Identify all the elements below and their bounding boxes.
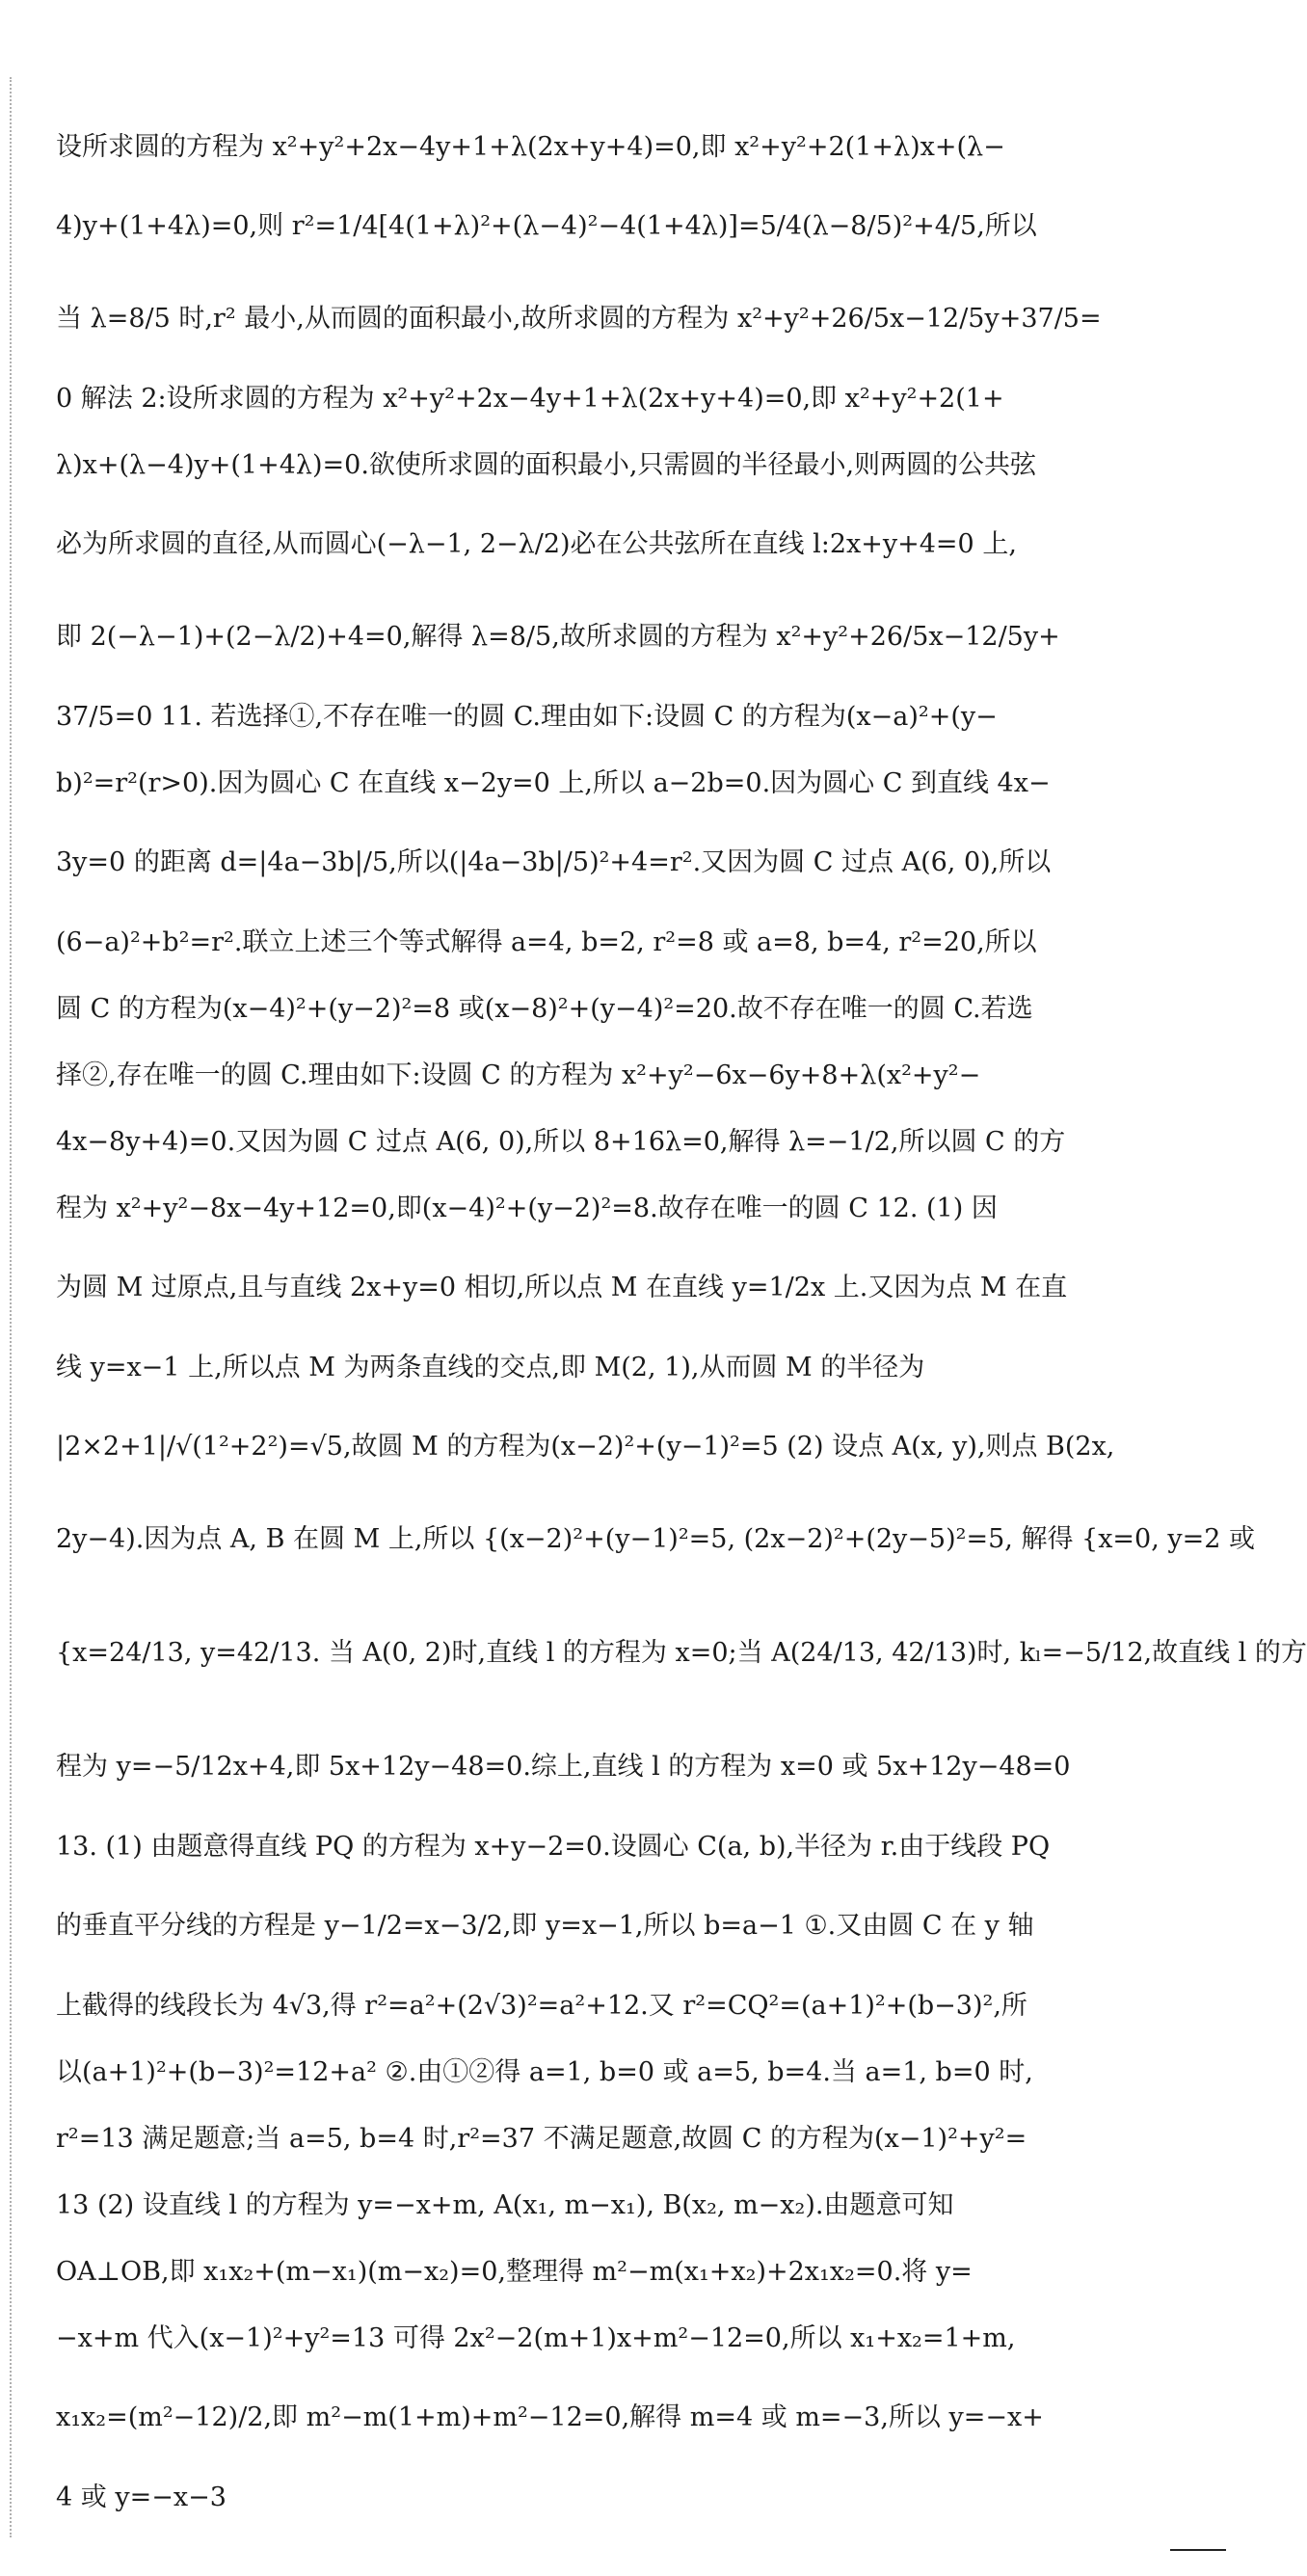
text-line: b)²=r²(r>0).因为圆心 C 在直线 x−2y=0 上,所以 a−2b=0.因为圆心 C 到直线 4x− xyxy=(56,768,1051,798)
text-line: 13. (1) 由题意得直线 PQ 的方程为 x+y−2=0.设圆心 C(a, b),半径为 r.由于线段 PQ xyxy=(56,1832,1051,1862)
text-line: 2y−4).因为点 A, B 在圆 M 上,所以 {(x−2)²+(y−1)²=5, (2x−2)²+(2y−5)²=5, 解得 {x=0, y=2 或 xyxy=(56,1524,1256,1554)
text-line: 4)y+(1+4λ)=0,则 r²=1/4[4(1+λ)²+(λ−4)²−4(1+4λ)]=5/4(λ−8/5)²+4/5,所以 xyxy=(56,211,1037,241)
solution-text xyxy=(56,114,1307,2531)
text-line: 为圆 M 过原点,且与直线 2x+y=0 相切,所以点 M 在直线 y=1/2x 上.又因为点 M 在直 xyxy=(56,1273,1068,1302)
text-line: 圆 C 的方程为(x−4)²+(y−2)²=8 或(x−8)²+(y−4)²=20.故不存在唯一的圆 C.若选 xyxy=(56,994,1033,1024)
text-line: 必为所求圆的直径,从而圆心(−λ−1, 2−λ/2)必在公共弦所在直线 l:2x+y+4=0 上, xyxy=(56,529,1017,559)
margin-dotted-rule xyxy=(10,77,12,2537)
text-line: λ)x+(λ−4)y+(1+4λ)=0.欲使所求圆的面积最小,只需圆的半径最小,则两圆的公共弦 xyxy=(56,450,1037,480)
text-line: 择②,存在唯一的圆 C.理由如下:设圆 C 的方程为 x²+y²−6x−6y+8+λ(x²+y²− xyxy=(56,1060,981,1090)
text-line: 线 y=x−1 上,所以点 M 为两条直线的交点,即 M(2, 1),从而圆 M 的半径为 xyxy=(56,1353,925,1382)
text-line: 当 λ=8/5 时,r² 最小,从而圆的面积最小,故所求圆的方程为 x²+y²+26/5x−12/5y+37/5= xyxy=(56,304,1102,334)
footer-rule xyxy=(1170,2549,1226,2551)
text-line: 37/5=0 11. 若选择①,不存在唯一的圆 C.理由如下:设圆 C 的方程为(x−a)²+(y− xyxy=(56,702,998,732)
text-line: 以(a+1)²+(b−3)²=12+a² ②.由①②得 a=1, b=0 或 a=5, b=4.当 a=1, b=0 时, xyxy=(56,2057,1033,2087)
text-line: 程为 x²+y²−8x−4y+12=0,即(x−4)²+(y−2)²=8.故存在唯一的圆 C 12. (1) 因 xyxy=(56,1194,998,1223)
text-line: 0 解法 2:设所求圆的方程为 x²+y²+2x−4y+1+λ(2x+y+4)=0,即 x²+y²+2(1+ xyxy=(56,384,1004,414)
text-line: 即 2(−λ−1)+(2−λ/2)+4=0,解得 λ=8/5,故所求圆的方程为 x²+y²+26/5x−12/5y+ xyxy=(56,622,1060,652)
text-line: 13 (2) 设直线 l 的方程为 y=−x+m, A(x₁, m−x₁), B(x₂, m−x₂).由题意可知 xyxy=(56,2190,954,2220)
text-line: −x+m 代入(x−1)²+y²=13 可得 2x²−2(m+1)x+m²−12=0,所以 x₁+x₂=1+m, xyxy=(56,2323,1016,2353)
text-line: 4x−8y+4)=0.又因为圆 C 过点 A(6, 0),所以 8+16λ=0,解得 λ=−1/2,所以圆 C 的方 xyxy=(56,1127,1066,1157)
text-line: |2×2+1|/√(1²+2²)=√5,故圆 M 的方程为(x−2)²+(y−1)²=5 (2) 设点 A(x, y),则点 B(2x, xyxy=(56,1432,1115,1462)
text-line: 程为 y=−5/12x+4,即 5x+12y−48=0.综上,直线 l 的方程为 x=0 或 5x+12y−48=0 xyxy=(56,1752,1071,1782)
text-line: OA⊥OB,即 x₁x₂+(m−x₁)(m−x₂)=0,整理得 m²−m(x₁+x₂)+2x₁x₂=0.将 y= xyxy=(56,2257,973,2287)
text-line: (6−a)²+b²=r².联立上述三个等式解得 a=4, b=2, r²=8 或 a=8, b=4, r²=20,所以 xyxy=(56,927,1037,957)
text-line: 的垂直平分线的方程是 y−1/2=x−3/2,即 y=x−1,所以 b=a−1 ①.又由圆 C 在 y 轴 xyxy=(56,1911,1034,1941)
text-line: r²=13 满足题意;当 a=5, b=4 时,r²=37 不满足题意,故圆 C 的方程为(x−1)²+y²= xyxy=(56,2124,1027,2154)
text-line: 设所求圆的方程为 x²+y²+2x−4y+1+λ(2x+y+4)=0,即 x²+y²+2(1+λ)x+(λ− xyxy=(56,132,1005,162)
text-line: x₁x₂=(m²−12)/2,即 m²−m(1+m)+m²−12=0,解得 m=4 或 m=−3,所以 y=−x+ xyxy=(56,2402,1044,2432)
text-line: 4 或 y=−x−3 xyxy=(56,2482,227,2512)
text-line: {x=24/13, y=42/13. 当 A(0, 2)时,直线 l 的方程为 x=0;当 A(24/13, 42/13)时, kₗ=−5/12,故直线 l 的方 xyxy=(56,1638,1307,1668)
text-line: 3y=0 的距离 d=|4a−3b|/5,所以(|4a−3b|/5)²+4=r².又因为圆 C 过点 A(6, 0),所以 xyxy=(56,847,1052,877)
text-line: 上截得的线段长为 4√3,得 r²=a²+(2√3)²=a²+12.又 r²=CQ²=(a+1)²+(b−3)²,所 xyxy=(56,1991,1027,2021)
